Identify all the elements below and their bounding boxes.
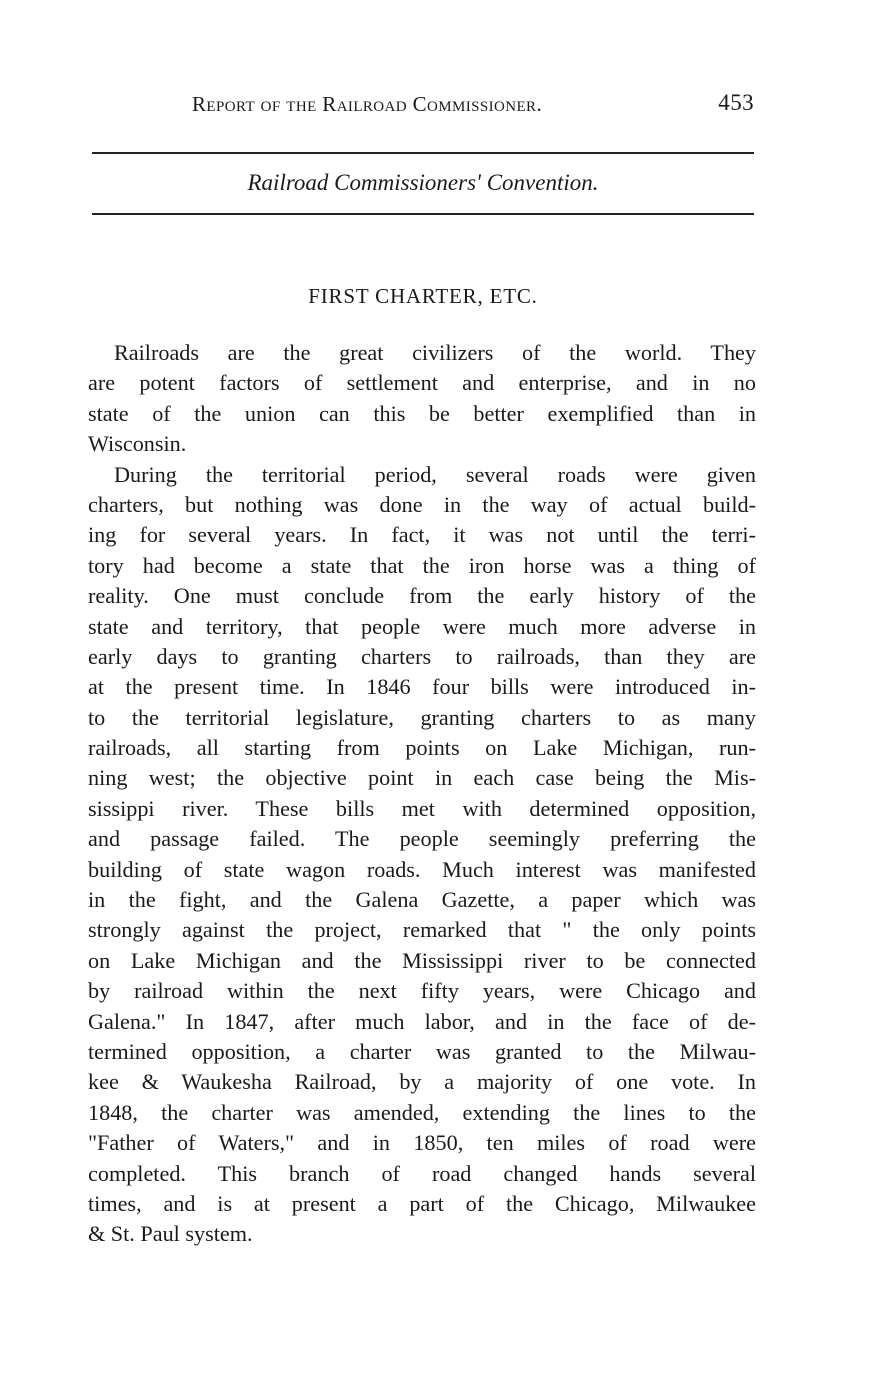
text-line: at the present time. In 1846 four bills were introduced in- <box>88 674 756 700</box>
text-line: strongly against the project, remarked that " the only points <box>88 917 756 943</box>
text-line: on Lake Michigan and the Mississippi river to be connected <box>88 947 756 973</box>
text-line: Galena." In 1847, after much labor, and in the face of de- <box>88 1008 756 1034</box>
text-line: by railroad within the next fifty years, were Chicago and <box>88 978 756 1004</box>
text-line: railroads, all starting from points on Lake Michigan, run- <box>88 735 756 761</box>
text-line: reality. One must conclude from the early history of the <box>88 583 756 609</box>
text-line: to the territorial legislature, granting charters to as many <box>88 704 756 730</box>
paragraph <box>88 338 756 460</box>
page-number: 453 <box>718 90 754 115</box>
section-head: Railroad Commissioners' Convention. <box>247 170 599 195</box>
text-line: Wisconsin. <box>88 431 187 457</box>
text-line: state of the union can this be better exemplified than in <box>88 400 756 426</box>
text-line: tory had become a state that the iron horse was a thing of <box>88 552 756 578</box>
paragraph <box>88 460 756 1250</box>
text-line: termined opposition, a charter was granted to the Milwau- <box>88 1038 756 1064</box>
text-line: sissippi river. These bills met with determined opposition, <box>88 795 756 821</box>
text-line: kee & Waukesha Railroad, by a majority of one vote. In <box>88 1069 756 1095</box>
text-line: ning west; the objective point in each case being the Mis- <box>88 765 756 791</box>
text-line: During the territorial period, several roads were given <box>114 461 756 487</box>
article-heading: FIRST CHARTER, ETC. <box>308 284 538 308</box>
text-line: times, and is at present a part of the Chicago, Milwaukee <box>88 1190 756 1216</box>
text-line: 1848, the charter was amended, extending the lines to the <box>88 1099 756 1125</box>
text-line: Railroads are the great civilizers of the world. They <box>114 340 756 365</box>
text-line: charters, but nothing was done in the way of actual build- <box>88 491 756 517</box>
text-line: building of state wagon roads. Much interest was manifested <box>88 856 756 882</box>
running-head-title: Report of the Railroad Commissioner. <box>192 92 543 116</box>
text-line: "Father of Waters," and in 1850, ten miles of road were <box>88 1130 756 1156</box>
text-line: are potent factors of settlement and enterprise, and in no <box>88 370 756 396</box>
bottom-rule <box>92 213 754 215</box>
text-line: state and territory, that people were much more adverse in <box>88 613 756 639</box>
article-body <box>88 338 756 1250</box>
text-line: early days to granting charters to railroads, than they are <box>88 643 756 669</box>
text-line: completed. This branch of road changed hands several <box>88 1160 756 1186</box>
text-line: ing for several years. In fact, it was not until the terri- <box>88 522 756 548</box>
text-line: and passage failed. The people seemingly preferring the <box>88 826 756 852</box>
text-line: in the fight, and the Galena Gazette, a paper which was <box>88 887 756 913</box>
text-line: & St. Paul system. <box>88 1221 253 1247</box>
top-rule <box>92 152 754 154</box>
running-head <box>192 92 754 122</box>
